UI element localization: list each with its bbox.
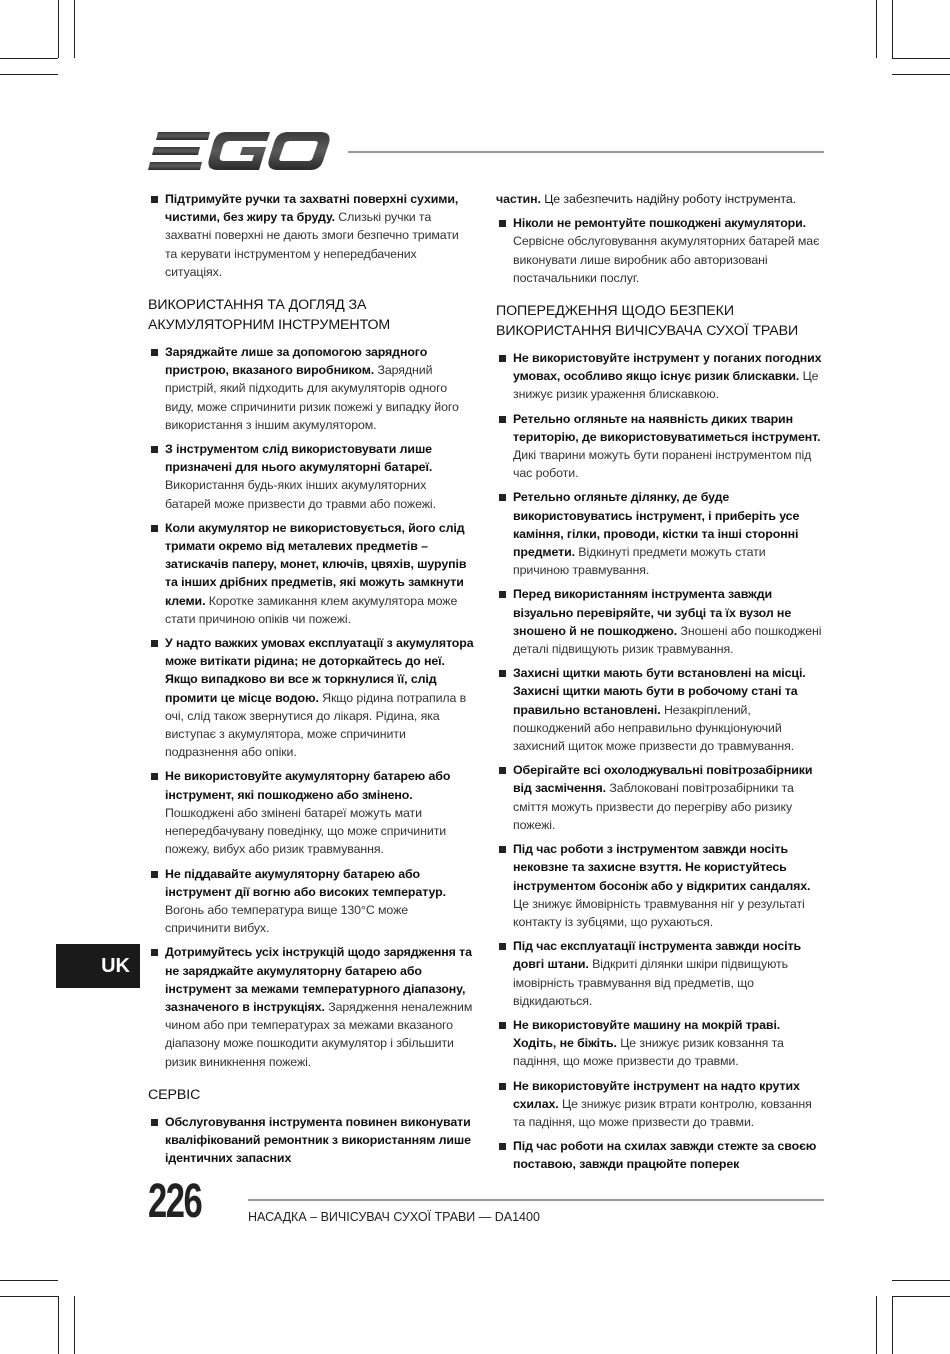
item-text: Дикі тварини можуть бути поранені інструментом під час роботи.: [513, 448, 812, 481]
crop-mark: [892, 74, 950, 75]
item-text: Заблоковані повітрозабірники та сміття можуть призвести до перегріву або ризику пожежі.: [513, 781, 794, 832]
list-item: [148, 943, 474, 1070]
item-text: Зарядний пристрій, який підходить для акумуляторів одного виду, може спричинити ризик пожежі у випадку його використання з іншим акумулятором.: [165, 363, 459, 432]
item-text: Незакріплений, пошкоджений або неправильно функціонуючий захисний щиток може призвести до травмування.: [513, 702, 795, 754]
section-heading: ПОПЕРЕДЖЕННЯ ЩОДО БЕЗПЕКИ ВИКОРИСТАННЯ ВИЧІСУВАЧА СУХОЇ ТРАВИ: [496, 303, 799, 340]
bullet-icon: [499, 767, 506, 774]
crop-mark: [892, 0, 893, 58]
footer-title: НАСАДКА – ВИЧІСУВАЧ СУХОЇ ТРАВИ — DA1400: [248, 1210, 540, 1224]
item-text: Пошкоджені або змінені батареї можуть мати непередбачувану поведінку, що може спричинити пожежу, вибух або ризик травмування.: [165, 805, 447, 857]
list-item: [496, 761, 824, 834]
item-bold-text: Під час експлуатації інструмента завжди носіть довгі штани.: [513, 939, 801, 972]
item-bold-text: Не використовуйте інструмент у поганих погодних умовах, особливо якщо існує ризик блискавки.: [513, 351, 822, 384]
item-text: Вогонь або температура вище 130°C може спричинити вибух.: [165, 902, 409, 936]
item-text: Слизькі ручки та захватні поверхні не дають змоги безпечно тримати та керувати інструментом у непередбачених ситуаціях.: [165, 210, 459, 279]
list-item: [496, 1077, 824, 1132]
item-bold-text: Коли акумулятор не використовується, його слід тримати окремо від металевих предметів – затискачів паперу, монет, ключів, цвяхів, шурупів та інших дрібних предметів, які можуть замкнути клеми.: [165, 520, 467, 608]
item-text: Коротке замикання клем акумулятора може стати причиною опіків чи пожежі.: [165, 593, 458, 626]
item-bold-text: Не використовуйте машину на мокрій траві. Ходіть, не біжіть.: [513, 1017, 781, 1051]
item-bold-text: Обслуговування інструмента повинен виконувати кваліфікований ремонтник з використанням лише ідентичних запасних: [165, 1114, 471, 1166]
list-item: [148, 190, 474, 281]
list-item: [496, 349, 824, 404]
section-battery-list: [148, 343, 474, 1071]
item-text: Використання будь-яких інших акумуляторних батарей може призвести до травми або пожежі.: [165, 478, 436, 511]
crop-mark: [74, 0, 75, 58]
item-bold-text: Не використовуйте інструмент на надто крутих схилах.: [513, 1078, 800, 1111]
continued-text: [496, 190, 824, 208]
crop-mark: [0, 1280, 58, 1281]
bullet-icon: [499, 416, 506, 423]
item-bold-text: Під час роботи на схилах завжди стежте за своєю поставою, завжди працюйте поперек: [513, 1139, 817, 1172]
bullet-icon: [499, 846, 506, 853]
left-column: [148, 190, 474, 1173]
crop-mark: [892, 1296, 950, 1297]
list-item: [496, 840, 824, 931]
list-item: [496, 410, 824, 483]
item-text: Це знижує ризик ковзання та падіння, що може призвести до травми.: [513, 1036, 784, 1069]
crop-mark: [892, 1280, 950, 1281]
list-item: [148, 519, 474, 628]
header-rule: [348, 151, 824, 153]
item-bold-text: Ретельно огляньте ділянку, де буде використовуватись інструмент, і приберіть усе каміння, гілки, проводи, кістки та інші сторонні предмети.: [513, 490, 800, 560]
section-heading: СЕРВІС: [148, 1086, 201, 1103]
list-item: [496, 1016, 824, 1071]
item-text: Сервісне обслуговування акумуляторних батарей має виконувати лише виробник або авторизовані постачальники послуг.: [513, 234, 820, 285]
item-text: Якщо рідина потрапила в очі, слід також звернутися до лікаря. Рідина, яка виступає з акумулятора, може спричинити подразнення або опіки.: [165, 690, 467, 760]
bullet-icon: [151, 525, 158, 532]
right-column: [496, 190, 824, 1180]
language-tab-label: UK: [101, 954, 130, 977]
section-service-list: [148, 1113, 474, 1168]
list-item: [496, 1137, 824, 1173]
bullet-icon: [499, 220, 506, 227]
item-bold-text: Підтримуйте ручки та захватні поверхні сухими, чистими, без жиру та бруду.: [165, 192, 459, 225]
item-bold-text: Перед використанням інструмента завжди візуально перевіряйте, чи зубці та їх вузол не зношено й не пошкоджено.: [513, 587, 792, 638]
list-item: [496, 488, 824, 579]
bullet-icon: [499, 670, 506, 677]
item-bold-text: Захисні щитки мають бути встановлені на місці. Захисні щитки мають бути в робочому стані та правильно встановлені.: [513, 666, 806, 717]
bullet-icon: [499, 355, 506, 362]
crop-mark: [892, 58, 950, 59]
item-bold-text: Ретельно огляньте на наявність диких тварин територію, де використовуватиметься інструмент.: [513, 411, 821, 444]
bullet-icon: [151, 640, 158, 647]
list-item: [496, 214, 824, 287]
item-bold-text: Дотримуйтесь усіх інструкцій щодо зарядження та не заряджайте акумуляторну батарею або інструмент за межами температурного діапазону, зазначеного в інструкціях.: [165, 945, 472, 1014]
crop-mark: [876, 0, 877, 58]
bullet-icon: [499, 1083, 506, 1090]
page-number: 226: [148, 1175, 202, 1228]
crop-mark: [74, 1296, 75, 1354]
bullet-icon: [499, 591, 506, 598]
item-bold-text: З інструментом слід використовувати лише призначені для нього акумуляторні батареї.: [165, 442, 433, 475]
item-text: Це знижує ймовірність травмування ніг у результаті контакту із зубцями, що рухаються.: [513, 896, 805, 929]
item-text: Відкинуті предмети можуть стати причиною травмування.: [513, 545, 766, 578]
list-item: [148, 343, 474, 434]
crop-mark: [0, 74, 58, 75]
item-text: Зарядження неналежним чином або при температурах за межами вказаного діапазону може пошкодити акумулятор і збільшити ризик виникнення пожежі.: [165, 999, 473, 1069]
item-bold-text: Заряджайте лише за допомогою зарядного пристрою, вказаного виробником.: [165, 345, 428, 378]
bullet-icon: [151, 773, 158, 780]
bullet-icon: [151, 871, 158, 878]
list-item: [148, 767, 474, 858]
bullet-icon: [151, 1119, 158, 1126]
bullet-icon: [499, 943, 506, 950]
bullet-icon: [151, 949, 158, 956]
item-text: Це знижує ризик ураження блискавкою.: [513, 369, 819, 402]
item-bold-text: Ніколи не ремонтуйте пошкоджені акумулятори.: [513, 216, 806, 231]
bullet-icon: [499, 1143, 506, 1150]
bullet-icon: [151, 196, 158, 203]
item-bold-text: Під час роботи з інструментом завжди носіть нековзне та захисне взуття. Не користуйтесь інструментом босоніж або у відкритих сандалях.: [513, 842, 811, 893]
bullet-icon: [151, 446, 158, 453]
ego-logo: [148, 128, 332, 174]
list-item: [496, 937, 824, 1010]
bullet-icon: [151, 349, 158, 356]
item-text: Це знижує ризик втрати контролю, ковзання та падіння, що може призвести до травми.: [513, 1096, 812, 1129]
item-bold-text: Не використовуйте акумуляторну батарею або інструмент, які пошкоджено або змінено.: [165, 769, 451, 802]
item-bold-text: частин.: [496, 192, 541, 206]
section-heading: ВИКОРИСТАННЯ ТА ДОГЛЯД ЗА АКУМУЛЯТОРНИМ ІНСТРУМЕНТОМ: [148, 297, 391, 334]
list-item: [148, 1113, 474, 1168]
crop-mark: [58, 0, 59, 58]
item-bold-text: Оберігайте всі охолоджувальні повітрозабірники від засмічення.: [513, 763, 813, 796]
item-bold-text: Не піддавайте акумуляторну батарею або інструмент дії вогню або високих температур.: [165, 866, 446, 899]
list-item: [148, 440, 474, 513]
bullet-icon: [499, 494, 506, 501]
language-tab: [56, 944, 140, 988]
bullet-icon: [499, 1022, 506, 1029]
crop-mark: [58, 1296, 59, 1354]
item-bold-text: У надто важких умовах експлуатації з акумулятора може витікати рідина; не доторкайтесь до неї. Якщо випадково ви все ж торкнулися її, слід промити це місце водою.: [165, 636, 474, 705]
list-item: [496, 664, 824, 755]
crop-mark: [892, 1296, 893, 1354]
list-item: [496, 585, 824, 658]
item-text: Це забезпечить надійну роботу інструмента.: [544, 192, 796, 206]
footer-rule: [248, 1199, 824, 1201]
section-safety-list: [496, 349, 824, 1174]
list-item: [148, 865, 474, 938]
item-text: Зношені або пошкоджені деталі підвищують ризик травмування.: [513, 623, 822, 657]
crop-mark: [876, 1296, 877, 1354]
crop-mark: [0, 58, 58, 59]
list-item: [148, 634, 474, 761]
crop-mark: [0, 1296, 58, 1297]
item-text: Відкриті ділянки шкіри підвищують імовірність травмування від предметів, що відкидаються.: [513, 957, 788, 1008]
